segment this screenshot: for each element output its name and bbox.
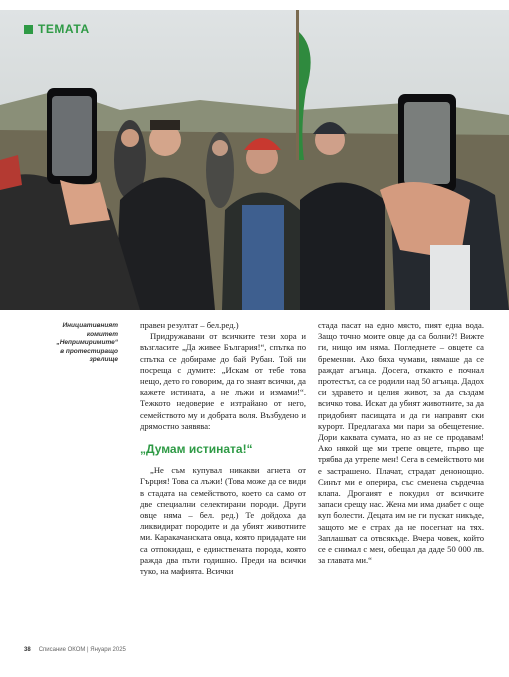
magazine-name: Списание ОКОМ | Януари 2025 (38, 647, 126, 653)
paragraph: правен резултат – бел.ред.) (140, 320, 239, 330)
protest-scene-image (0, 10, 509, 310)
paragraph: Придружавани от всичките тези хора и възгласите „Да живее България!“, спътка по спътка се добираме до бай Рубан. Той ни посреща с думите: „Искам от тебе това нещо, дето го говорим, да го знаят всички, да кажете истината, а не лъжи и измами!“. Тежкото недоверие е изтрайано от него, семейството му и добрата воля. Възбудено и дрямостно заявява: (140, 331, 306, 431)
section-title: ТЕМАТА (38, 22, 90, 36)
section-square-icon (24, 25, 33, 34)
paragraph: стада пасат на едно място, пият една вода. Защо точно моите овце да са болни?! Вижте ги, нищо им няма. Погледнете – овцете са бременни. Ако бяха чумави, нямаше да се раждат агънца. Досега, откакто е почнал протестът, са се родили над 50 агънца. Дадох си здравето и целия живот, за да създам всичко това. Искат да убият животните, за да придобият пасищата и да ги направят ски курорт. Предлагаха ми пари за обещетение. Дори каквата сумата, но аз не се продавам! Ако някой ще ми трепе овцете, първо ще трябва да утрепе мен! Сега в семейството ми е застрашено. Плачат, страдат денонощно. Синът ми е оперира, със сменена сърдечна клапа. Дрогаият е покудил от всичките запаси срещу нас. Жена ми има диабет с още куп болести. Децата им не ги пускат никъде, защото ме е страх да не посегнат на тях. Заплашват са отвсякъде. Вчера човек, който се е снимал с мен, обещал да даде 50 000 лв. за главата ми.“ (318, 320, 484, 566)
page-number: 38 (24, 647, 31, 653)
section-label (24, 22, 90, 36)
page-footer (24, 647, 126, 653)
article-column-1 (140, 320, 306, 577)
protest-photo (0, 10, 509, 310)
article-column-2 (318, 320, 484, 566)
paragraph: „Не съм купувал никакви агнета от Гърция! Това са лъжи! (Това може да се види в стадата на семейството, което са само от две специални селектирани породи. Други овце няма – бел. ред.) Те дойдоха да ликвидират породите и да убият животните ми. Каракачанската овца, която придадате ни са отпокидаш, е единствената порода, която ражда два пъти годишно. Преди на всички туко, на мафията. Всички (140, 465, 306, 577)
photo-caption: Инициативният комитет „Непримиримите“ в протестиращо зрелище (56, 322, 118, 363)
article-subheading: „Думам истината!“ (140, 442, 253, 457)
